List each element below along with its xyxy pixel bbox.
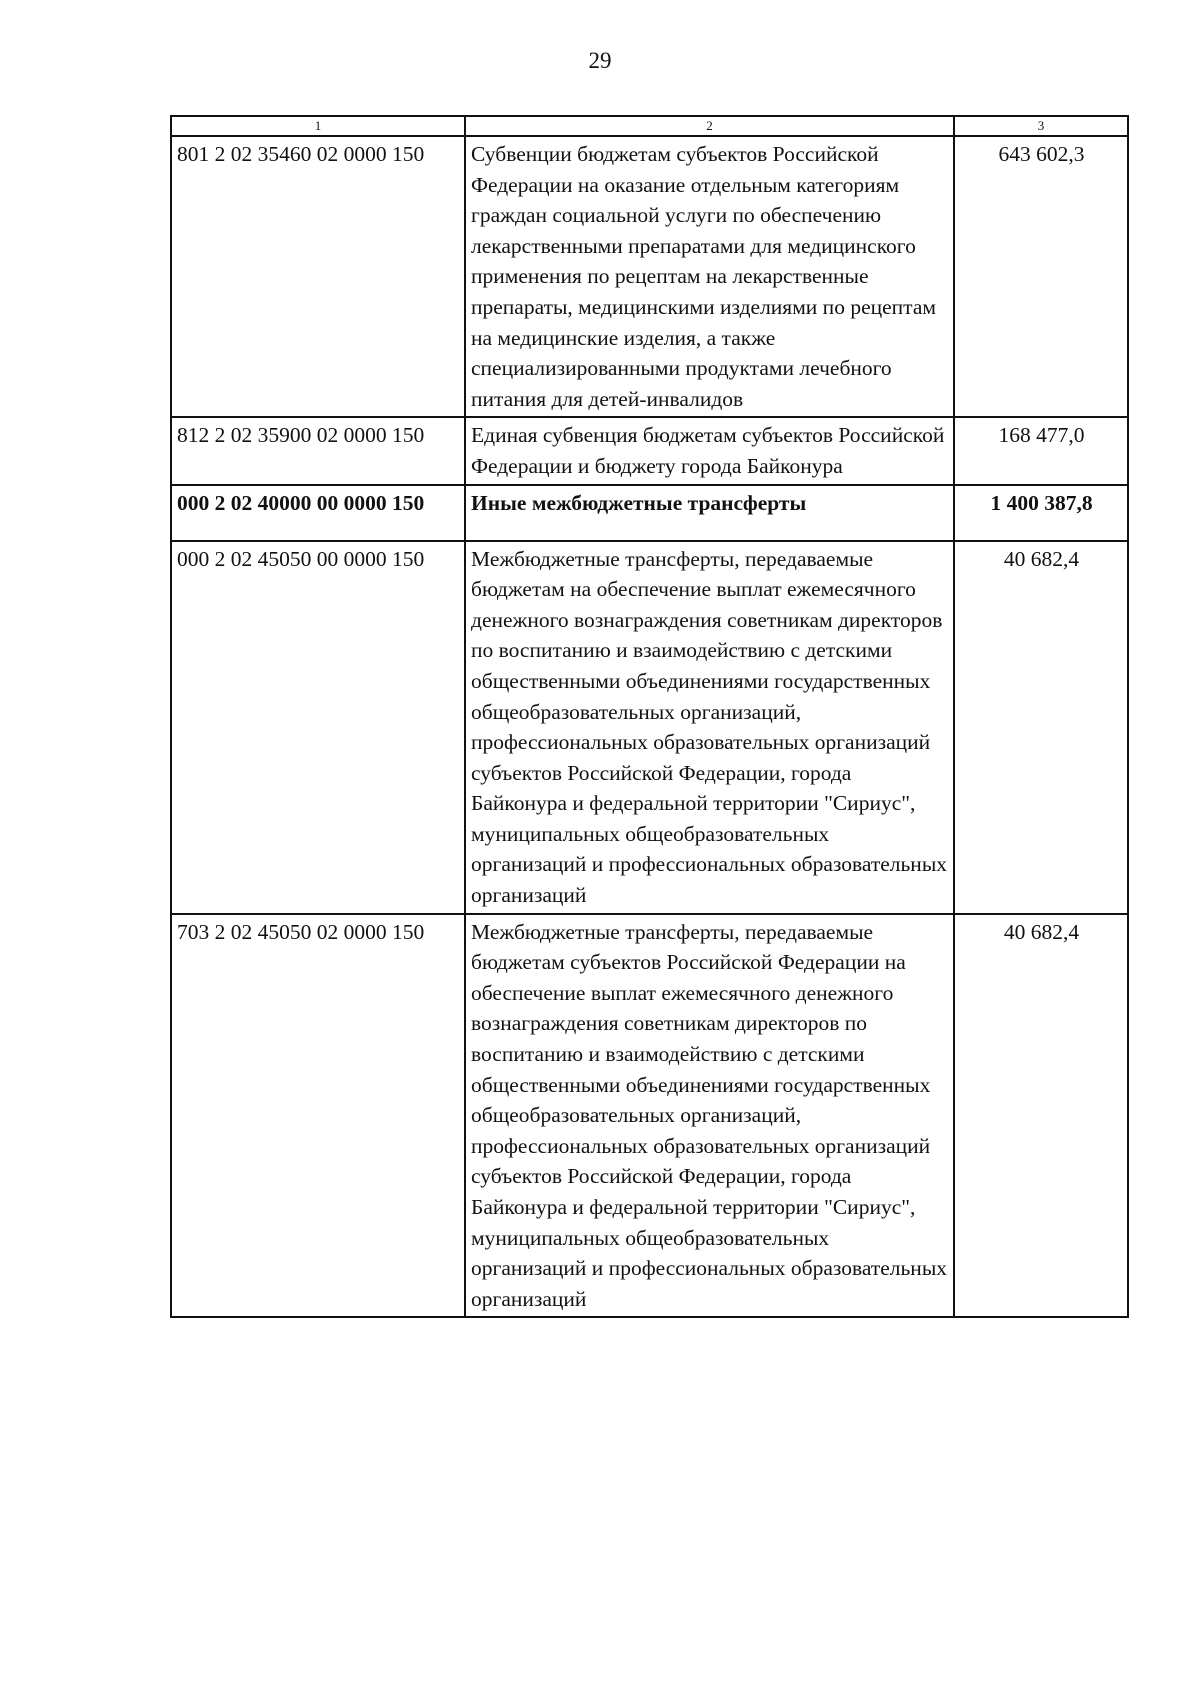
- description-cell: Межбюджетные трансферты, передаваемые бюджетам на обеспечение выплат ежемесячного денежного вознаграждения советникам директоров по воспитанию и взаимодействию с детскими общественными объединениями государственных общеобразовательных организаций, профессиональных образовательных организаций субъектов Российской Федерации, города Байконура и федеральной территории "Сириус", муниципальных общеобразовательных организаций и профессиональных образовательных организаций: [465, 541, 954, 914]
- amount-cell: 643 602,3: [954, 136, 1128, 417]
- table-row: [171, 914, 1128, 1318]
- budget-code-cell: 801 2 02 35460 02 0000 150: [171, 136, 465, 417]
- description-cell: Межбюджетные трансферты, передаваемые бюджетам субъектов Российской Федерации на обеспечение выплат ежемесячного денежного вознаграждения советникам директоров по воспитанию и взаимодействию с детскими общественными объединениями государственных общеобразовательных организаций, профессиональных образовательных организаций субъектов Российской Федерации, города Байконура и федеральной территории "Сириус", муниципальных общеобразовательных организаций и профессиональных образовательных организаций: [465, 914, 954, 1318]
- description-cell: Единая субвенция бюджетам субъектов Российской Федерации и бюджету города Байконура: [465, 417, 954, 484]
- amount-cell: 40 682,4: [954, 541, 1128, 914]
- budget-code-cell: 812 2 02 35900 02 0000 150: [171, 417, 465, 484]
- column-number-3: 3: [954, 116, 1128, 136]
- amount-cell: 1 400 387,8: [954, 485, 1128, 541]
- column-number-1: 1: [171, 116, 465, 136]
- column-number-row: [171, 116, 1128, 136]
- table-row: [171, 417, 1128, 484]
- table-row: [171, 541, 1128, 914]
- amount-cell: 168 477,0: [954, 417, 1128, 484]
- budget-code-cell: 000 2 02 40000 00 0000 150: [171, 485, 465, 541]
- page-number: 29: [588, 48, 612, 73]
- budget-table: [170, 115, 1129, 1318]
- table-row: [171, 136, 1128, 417]
- budget-code-cell: 000 2 02 45050 00 0000 150: [171, 541, 465, 914]
- amount-cell: 40 682,4: [954, 914, 1128, 1318]
- table-row-total: [171, 485, 1128, 541]
- budget-code-cell: 703 2 02 45050 02 0000 150: [171, 914, 465, 1318]
- description-cell: Субвенции бюджетам субъектов Российской Федерации на оказание отдельным категориям граждан социальной услуги по обеспечению лекарственными препаратами для медицинского применения по рецептам на лекарственные препараты, медицинскими изделиями по рецептам на медицинские изделия, а также специализированными продуктами лечебного питания для детей-инвалидов: [465, 136, 954, 417]
- column-number-2: 2: [465, 116, 954, 136]
- description-cell: Иные межбюджетные трансферты: [465, 485, 954, 541]
